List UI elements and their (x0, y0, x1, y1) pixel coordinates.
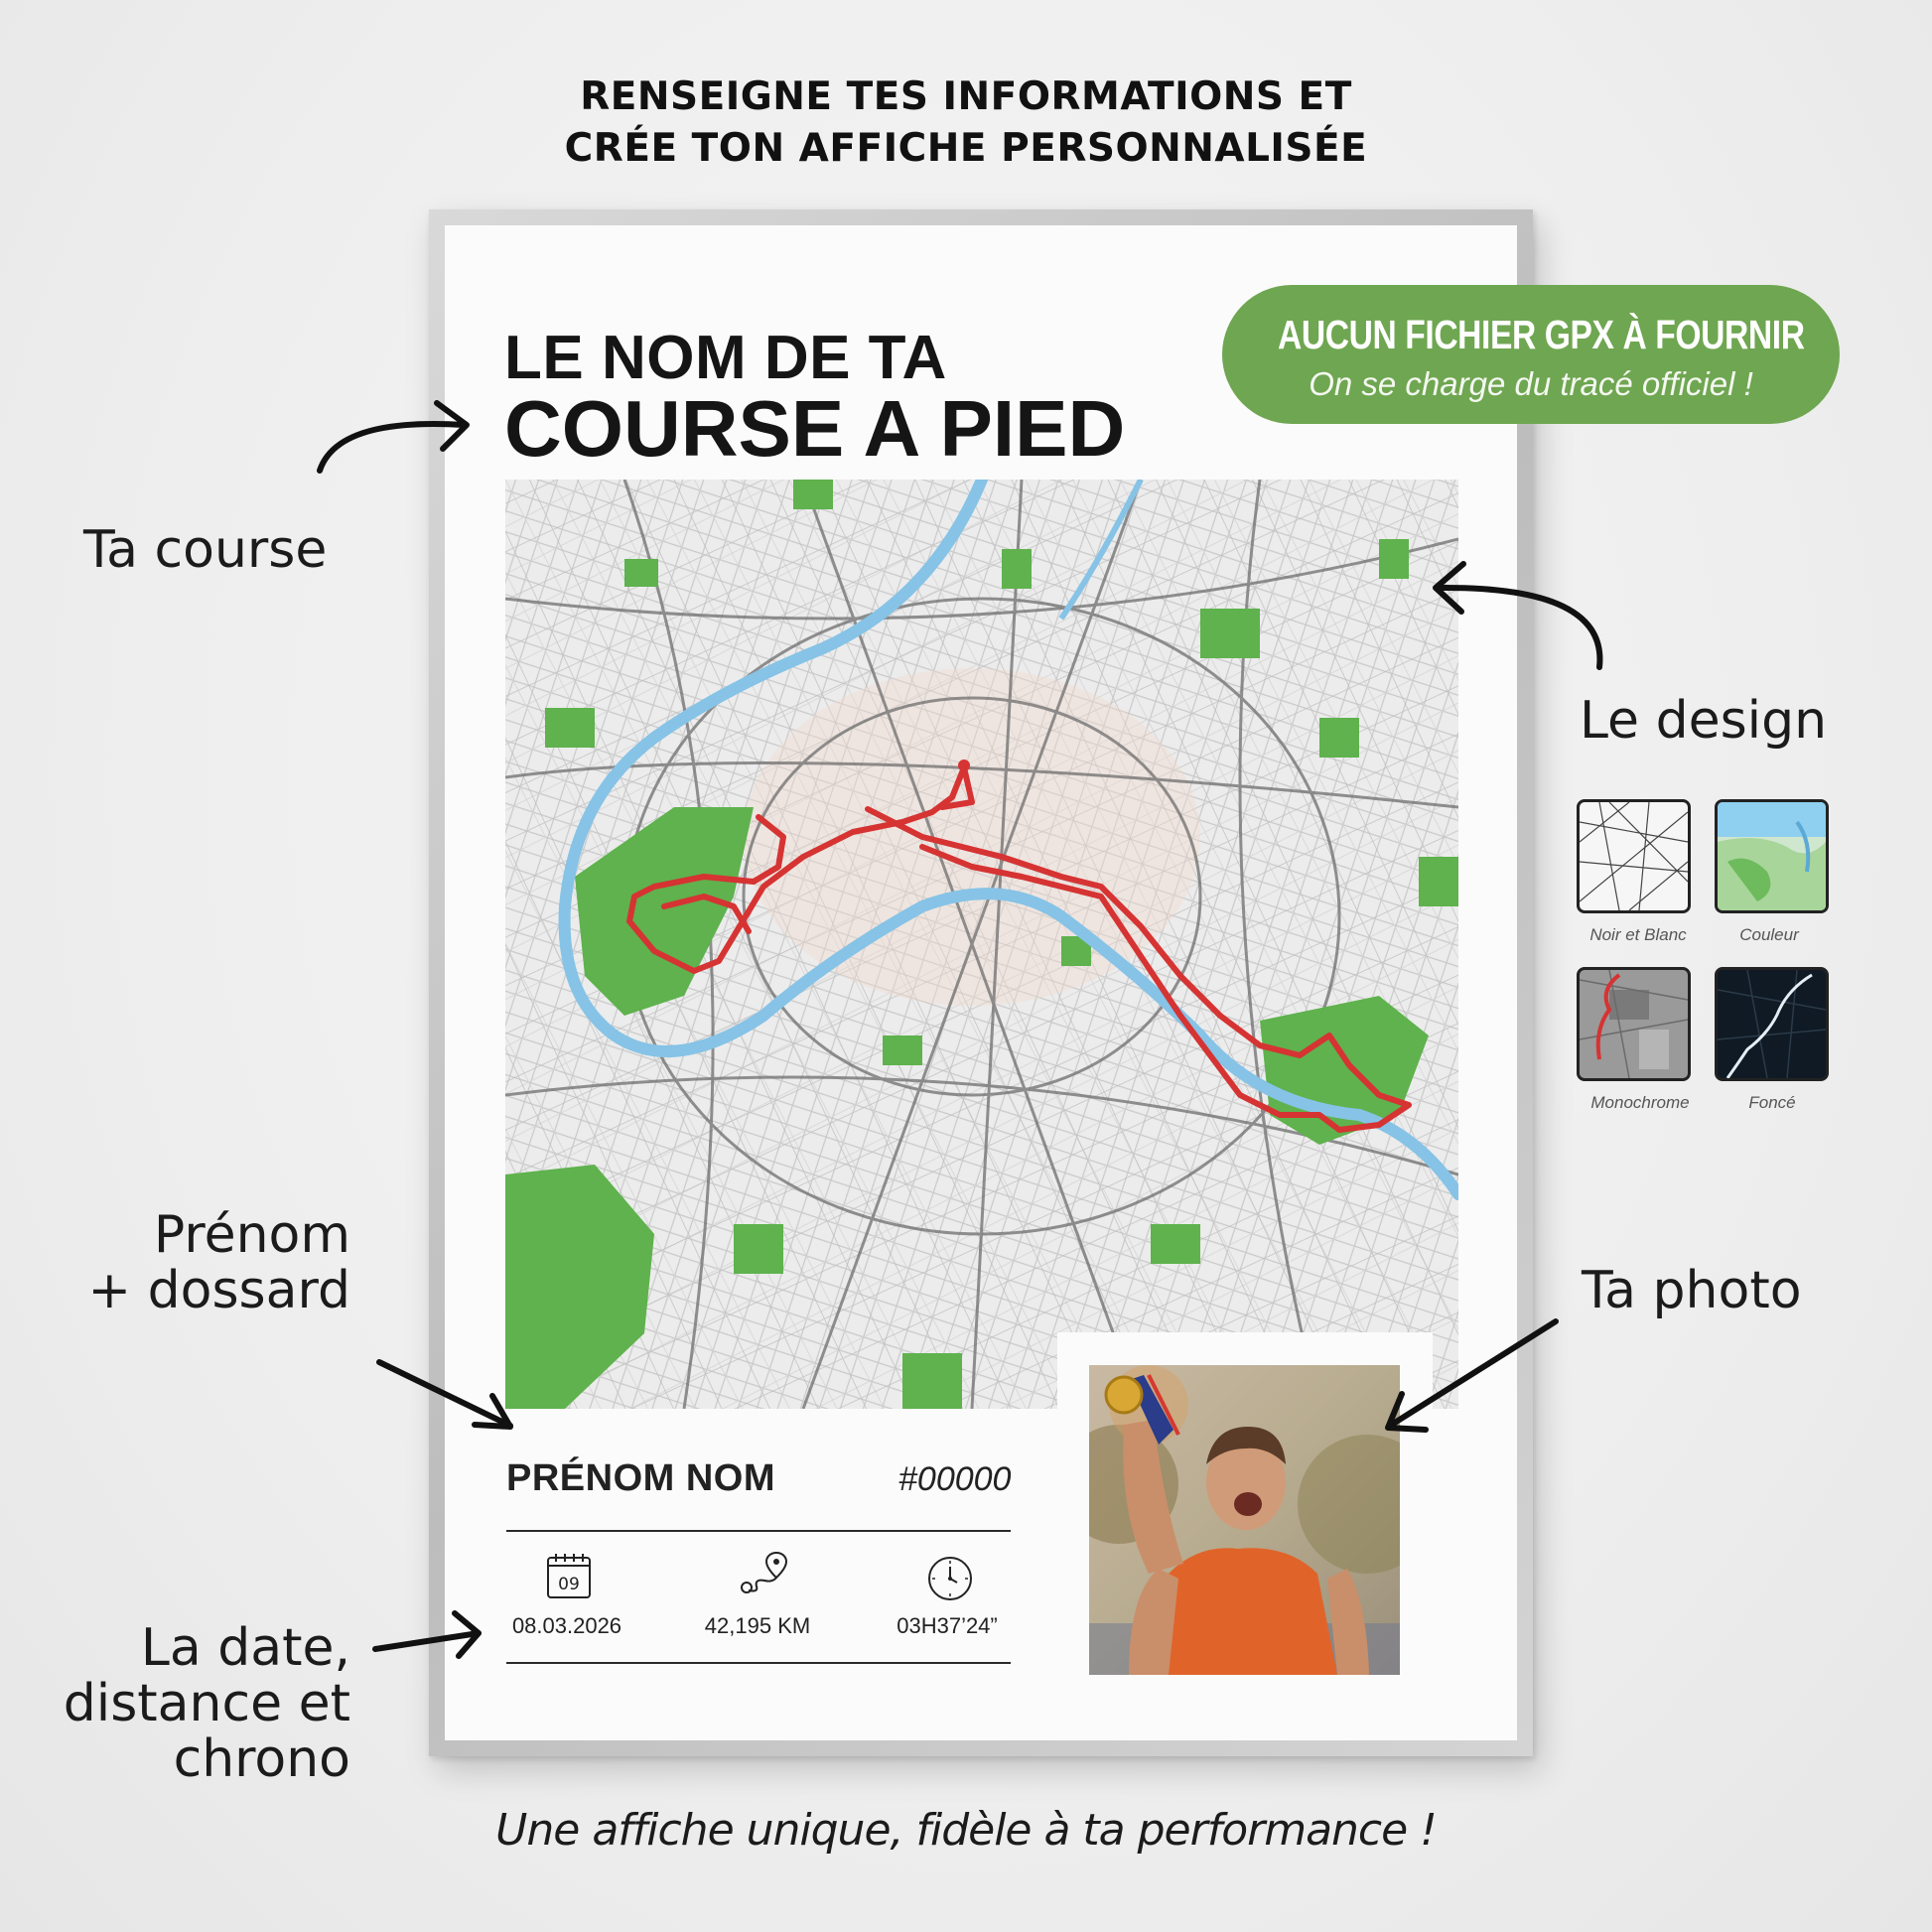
design-option-monochrome[interactable] (1577, 967, 1691, 1081)
mono-map-preview (1580, 970, 1688, 1078)
race-time: 03H37’24” (897, 1613, 998, 1638)
race-date: 08.03.2026 (511, 1613, 622, 1638)
arrow-design (1438, 588, 1599, 667)
race-title-line-1: LE NOM DE TA (504, 324, 947, 392)
callout-stats-line-2: distance et (63, 1674, 350, 1733)
headline-line-1: RENSEIGNE TES INFORMATIONS ET (580, 74, 1352, 119)
design-label-fonce: Foncé (1748, 1093, 1796, 1112)
callout-name-line-2: + dossard (87, 1261, 350, 1320)
dark-map-preview (1718, 970, 1826, 1078)
tagline: Une affiche unique, fidèle à ta performance ! (495, 1805, 1437, 1856)
callout-stats-line-3: chrono (173, 1729, 350, 1789)
runner-name: PRÉNOM NOM (506, 1457, 775, 1499)
callout-name-line-1: Prénom (153, 1205, 350, 1265)
badge-title: AUCUN FICHIER GPX À FOURNIR (1277, 312, 1805, 357)
callout-photo: Ta photo (1582, 1261, 1802, 1320)
callout-stats-line-1: La date, (140, 1618, 350, 1678)
bw-map-preview (1580, 802, 1688, 910)
bib-number: #00000 (898, 1460, 1012, 1498)
arrow-photo (1390, 1321, 1556, 1426)
design-label-couleur: Couleur (1739, 925, 1799, 944)
design-label-noir-et-blanc: Noir et Blanc (1589, 925, 1687, 944)
headline-line-2: CRÉE TON AFFICHE PERSONNALISÉE (564, 126, 1368, 171)
callout-course: Ta course (83, 520, 328, 580)
race-distance: 42,195 KM (704, 1613, 811, 1638)
race-title-line-2: COURSE A PIED (504, 384, 1126, 473)
callout-design: Le design (1580, 691, 1828, 751)
design-option-fonce[interactable] (1715, 967, 1829, 1081)
design-option-noir-et-blanc[interactable] (1577, 799, 1691, 913)
design-label-monochrome: Monochrome (1590, 1093, 1690, 1112)
color-map-preview (1718, 802, 1826, 910)
calendar-day: 09 (558, 1575, 580, 1594)
badge-subtitle: On se charge du tracé officiel ! (1309, 365, 1753, 402)
design-option-couleur[interactable] (1715, 799, 1829, 913)
